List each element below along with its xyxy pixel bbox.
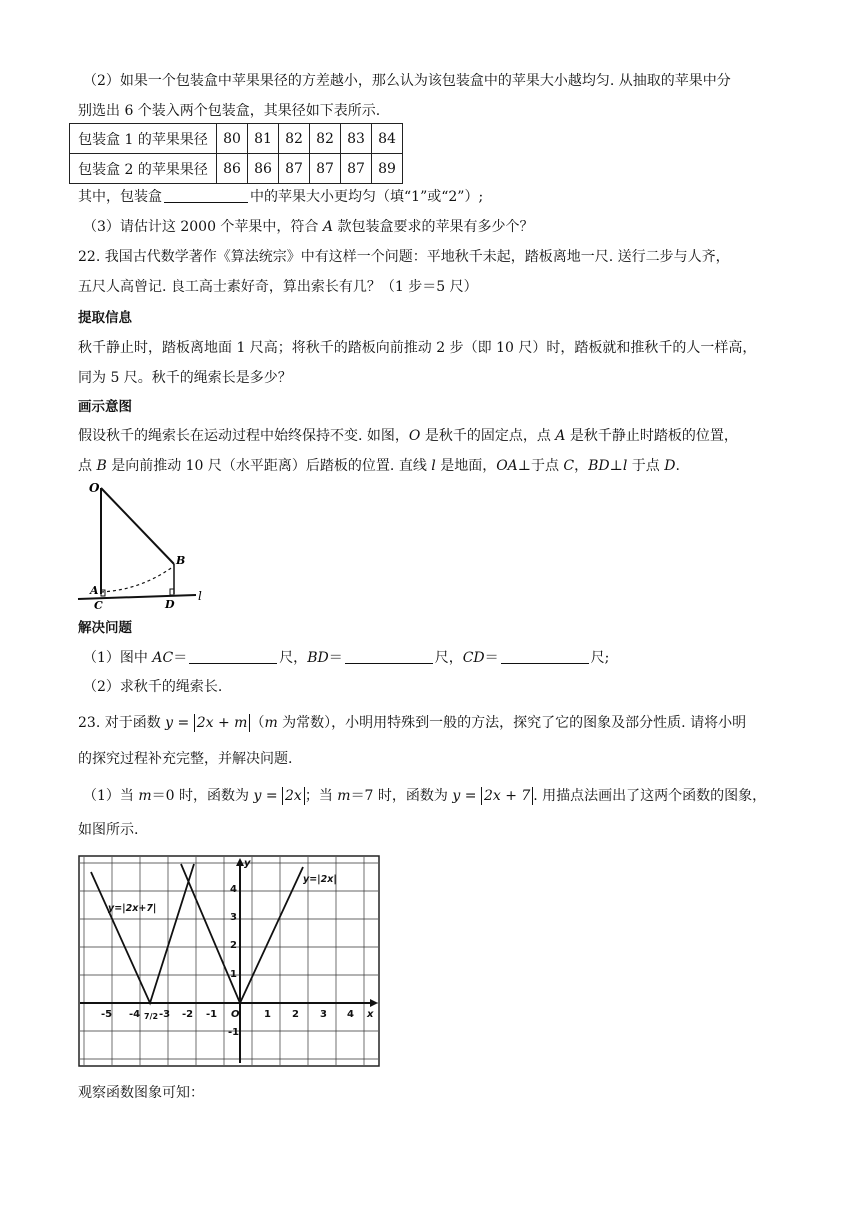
table-cell: 86 (248, 154, 279, 184)
table-row (70, 124, 403, 154)
swing-arc (101, 566, 174, 592)
y-tick-label: 3 (230, 912, 237, 923)
table-cell: 80 (217, 124, 248, 154)
label-D: D (165, 598, 175, 611)
var: y (253, 788, 262, 804)
text: （3）请估计这 2000 个苹果中，符合 (83, 219, 323, 235)
text: （1）当 (83, 788, 139, 804)
curve-label-left: y=|2x+7| (108, 903, 157, 914)
x-tick-label: 4 (347, 1009, 354, 1020)
text: ＝ (328, 650, 343, 666)
draw-line2 (78, 456, 680, 476)
var: y (165, 715, 174, 731)
table-cell: 84 (372, 124, 403, 154)
text: 是秋千的固定点，点 (420, 428, 556, 444)
table-cell: 87 (341, 154, 372, 184)
x-tick-label: 3 (320, 1009, 327, 1020)
q23-line1 (78, 713, 746, 733)
q21-part3 (83, 217, 533, 237)
text: ＝ (173, 650, 188, 666)
table-cell: 87 (279, 154, 310, 184)
text: （1）图中 (83, 650, 153, 666)
x-tick-label: 1 (264, 1009, 271, 1020)
text: 款包装盒要求的苹果有多少个？ (333, 219, 534, 235)
var: A (322, 219, 334, 235)
text: ， (574, 458, 589, 474)
text: ＝ (484, 650, 499, 666)
text: ⊥于点 (517, 458, 564, 474)
var: AC (152, 650, 174, 666)
var: C (563, 458, 575, 474)
answer-blank-CD[interactable] (501, 649, 589, 664)
q21-answer-line (78, 187, 483, 207)
answer-blank-AC[interactable] (189, 649, 277, 664)
q23-line2: 的探究过程补充完整，并解决问题. (78, 751, 293, 767)
y-axis-label: y (244, 858, 251, 869)
draw-line1 (78, 426, 738, 446)
x-tick-label: -5 (101, 1009, 113, 1020)
x-tick-label: -1 (206, 1009, 218, 1020)
var: 2x + m (196, 715, 248, 731)
heading-extract: 提取信息 (78, 310, 132, 326)
abs-expression (282, 787, 305, 805)
label-A: A (90, 584, 99, 597)
var: D (664, 458, 676, 474)
text: 尺， (434, 650, 463, 666)
swing-diagram (76, 478, 216, 612)
var: OA (496, 458, 518, 474)
heading-draw: 画示意图 (78, 399, 132, 415)
text: ⊥ (609, 458, 623, 474)
table-cell-label: 包装盒 1 的苹果果径 (70, 124, 217, 154)
text: 点 (78, 458, 97, 474)
text: 其中，包装盒 (78, 189, 162, 205)
extract-line2: 同为 5 尺。秋千的绳索长是多少？ (78, 370, 292, 386)
table-cell: 83 (341, 124, 372, 154)
table-cell: 87 (310, 154, 341, 184)
rope-OB (101, 488, 174, 564)
var: l (431, 458, 436, 474)
text: 是秋千静止时踏板的位置， (565, 428, 738, 444)
y-tick-label: 2 (230, 940, 237, 951)
var: O (408, 428, 421, 444)
y-tick-label: -1 (228, 1027, 240, 1038)
extract-line1: 秋千静止时，踏板离地面 1 尺高；将秋千的踏板向前推动 2 步（即 10 尺）时，踏板就和推秋千的人一样高， (78, 340, 757, 356)
var: m (337, 788, 351, 804)
table-row (70, 154, 403, 184)
y-tick-label: 1 (230, 969, 237, 980)
text: 23. 对于函数 (78, 715, 166, 731)
text: 中的苹果大小更均匀（填“1”或“2”）; (250, 189, 484, 205)
var: m (264, 715, 278, 731)
text: . 用描点法画出了这两个函数的图象， (533, 788, 767, 804)
var: BD (588, 458, 610, 474)
q21-part2-line2: 别选出 6 个装入两个包装盒，其果径如下表所示. (78, 103, 381, 119)
heading-solve: 解决问题 (78, 620, 132, 636)
q23-line3 (83, 786, 766, 806)
x-tick-fraction: 7/2 (144, 1012, 159, 1021)
text: ；当 (304, 788, 338, 804)
label-l: l (198, 589, 202, 603)
table-cell: 81 (248, 124, 279, 154)
table-cell: 89 (372, 154, 403, 184)
var: 2x (285, 788, 302, 804)
table-cell-label: 包装盒 2 的苹果果径 (70, 154, 217, 184)
text: . (675, 458, 680, 474)
text: = (460, 788, 481, 804)
function-graph (78, 855, 382, 1069)
label-C: C (94, 599, 103, 612)
text: 尺， (279, 650, 308, 666)
solve-part1 (83, 648, 609, 668)
var: m (138, 788, 152, 804)
var: y (452, 788, 461, 804)
var: B (96, 458, 107, 474)
answer-blank-BD[interactable] (345, 649, 433, 664)
var: BD (307, 650, 329, 666)
q22-line1: 22. 我国古代数学著作《算法统宗》中有这样一个问题：平地秋千未起，踏板离地一尺. 送行二步与人齐， (78, 249, 730, 265)
apple-diameter-table (69, 123, 403, 184)
abs-expression (481, 787, 533, 805)
text: = (173, 715, 194, 731)
y-tick-label: 4 (230, 884, 237, 895)
text: 是向前推动 10 尺（水平距离）后踏板的位置. 直线 (106, 458, 432, 474)
table-cell: 86 (217, 154, 248, 184)
text: = (261, 788, 283, 804)
label-B: B (176, 554, 186, 567)
table-cell: 82 (310, 124, 341, 154)
x-tick-label: 2 (292, 1009, 299, 1020)
origin-label: O (231, 1009, 240, 1020)
label-O: O (89, 481, 100, 495)
text: 假设秋千的绳索长在运动过程中始终保持不变. 如图， (78, 428, 409, 444)
text: 是地面， (435, 458, 497, 474)
curve-label-right: y=|2x| (303, 874, 337, 885)
text: ＝7 时，函数为 (350, 788, 453, 804)
q21-part2-line1: （2）如果一个包装盒中苹果果径的方差越小，那么认为该包装盒中的苹果大小越均匀. 从抽取的苹果中分 (83, 73, 731, 89)
text: 为常数），小明用特殊到一般的方法，探究了它的图象及部分性质. 请将小明 (277, 715, 747, 731)
abs-expression (194, 714, 251, 732)
var: 2x + 7 (483, 788, 531, 804)
x-tick-label: -2 (182, 1009, 194, 1020)
text: 于点 (627, 458, 665, 474)
table-cell: 82 (279, 124, 310, 154)
text: 尺; (590, 650, 610, 666)
var: l (622, 458, 628, 474)
q23-observe: 观察函数图象可知： (78, 1085, 204, 1101)
x-tick-label: -3 (159, 1009, 171, 1020)
solve-part2: （2）求秋千的绳索长. (83, 679, 223, 695)
answer-blank[interactable] (164, 188, 248, 203)
q22-line2: 五尺人高曾记. 良工高士素好奇，算出索长有几？（1 步＝5 尺） (78, 279, 478, 295)
x-axis-label: x (367, 1009, 374, 1020)
var: A (555, 428, 566, 444)
text: ＝0 时，函数为 (151, 788, 254, 804)
var: CD (462, 650, 485, 666)
q23-line4: 如图所示. (78, 822, 139, 838)
text: （ (250, 715, 265, 731)
x-tick-label: -4 (129, 1009, 141, 1020)
